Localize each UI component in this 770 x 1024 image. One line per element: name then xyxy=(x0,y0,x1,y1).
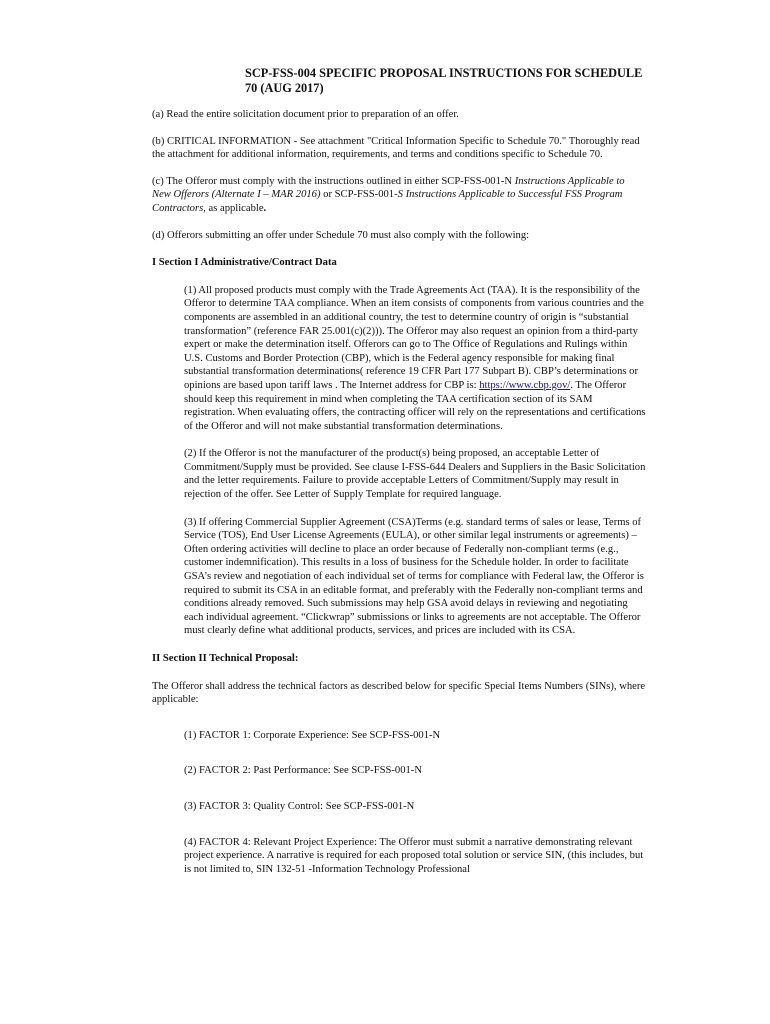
section-2-intro: The Offeror shall address the technical factors as described below for specific Special Items Numbers (SINs), where applicable: xyxy=(152,680,646,706)
factor-4: (4) FACTOR 4: Relevant Project Experience: The Offeror must submit a narrative demonstrating relevant project experience. A narrative is required for each proposed total solution or service SIN, (this includes, but is not limited to, SIN 132-51 -Information Technology Professional xyxy=(184,836,644,875)
factor-3: (3) FACTOR 3: Quality Control: See SCP-FSS-001-N xyxy=(184,800,415,812)
factor-2: (2) FACTOR 2: Past Performance: See SCP-FSS-001-N xyxy=(184,765,422,777)
section-1-item-2: (2) If the Offeror is not the manufacturer of the product(s) being proposed, an acceptable Letter of Commitment/Supply must be provided. See clause I-FSS-644 Dealers and Suppliers in the Basic Solicitation and the letter requirements. Failure to provide acceptable Letters of Commitment/Supply may result in rejection of the offer. See Letter of Supply Template for required language. xyxy=(184,448,646,501)
document-title: SCP-FSS-004 SPECIFIC PROPOSAL INSTRUCTIONS FOR SCHEDULE 70 (AUG 2017) xyxy=(245,66,643,95)
paragraph-c-period: . xyxy=(263,202,267,214)
paragraph-c-text-2: or SCP-FSS-001- xyxy=(320,189,398,201)
cbp-link[interactable]: https://www.cbp.gov/ xyxy=(479,379,571,391)
section-1-item-1-text-after: . The Offeror should keep this requirement in mind when completing the TAA certification section of its SAM registration. When evaluating offers, the contracting officer will rely on the representations and certifications of the Offeror and will not make substantial transformation determinations. xyxy=(184,379,646,432)
paragraph-c-text-1: (c) The Offeror must comply with the instructions outlined in either SCP-FSS-001-N xyxy=(152,175,515,187)
paragraph-c-italic-2: S Instructions Applicable to Successful FSS Program Contractors xyxy=(152,189,623,214)
section-2-heading: II Section II Technical Proposal: xyxy=(152,653,299,664)
paragraph-c-italic-1: Instructions Applicable to New Offerors (Alternate I – MAR 2016) xyxy=(152,175,625,201)
section-1-item-3: (3) If offering Commercial Supplier Agreement (CSA)Terms (e.g. standard terms of sales or lease, Terms of Service (TOS), End User License Agreements (EULA), or other similar legal instruments or agreements) – Often ordering activities will decline to place an order because of Federally non-compliant terms (e.g., customer indemnification). This results in a loss of business for the Schedule holder. In order to facilitate GSA’s review and negotiation of each individual set of terms for compliance with Federal law, the Offeror is required to submit its CSA in an editable format, and preferably with the Federally non-compliant terms and conditions already removed. Such submissions may help GSA avoid delays in reviewing and negotiating each individual agreement. “Clickwrap” submissions or links to agreements are not acceptable. The Offeror must clearly define what additional products, services, and prices are included with its CSA. xyxy=(184,516,644,637)
paragraph-c-text-3: , as applicable xyxy=(203,202,264,214)
section-1-item-1 xyxy=(184,284,646,434)
paragraph-b: (b) CRITICAL INFORMATION - See attachment "Critical Information Specific to Schedule 70." Thoroughly read the attachment for additional information, requirements, and terms and conditions specific to Schedule 70. xyxy=(152,135,640,161)
document-body xyxy=(152,66,646,876)
section-1-item-1-text: (1) All proposed products must comply with the Trade Agreements Act (TAA). It is the responsibility of the Offeror to determine TAA compliance. When an item consists of components from various countries and the components are assembled in an additional country, the test to determine country of origin is “substantial transformation” (reference FAR 25.001(c)(2))). The Offeror may also request an opinion from a third-party expert or make the determination itself. Offerors can go to The Office of Regulations and Rulings within U.S. Customs and Border Protection (CBP), which is the Federal agency responsible for making final substantial transformation determinations( reference 19 CFR Part 177 Subpart B). CBP’s determinations or opinions are based upon tariff laws . The Internet address for CBP is: xyxy=(184,284,644,391)
paragraph-a: (a) Read the entire solicitation document prior to preparation of an offer. xyxy=(152,109,459,120)
paragraph-c xyxy=(152,175,646,216)
section-1-heading: I Section I Administrative/Contract Data xyxy=(152,257,337,269)
paragraph-d: (d) Offerors submitting an offer under Schedule 70 must also comply with the following: xyxy=(152,229,530,241)
factor-1: (1) FACTOR 1: Corporate Experience: See SCP-FSS-001-N xyxy=(184,729,441,741)
